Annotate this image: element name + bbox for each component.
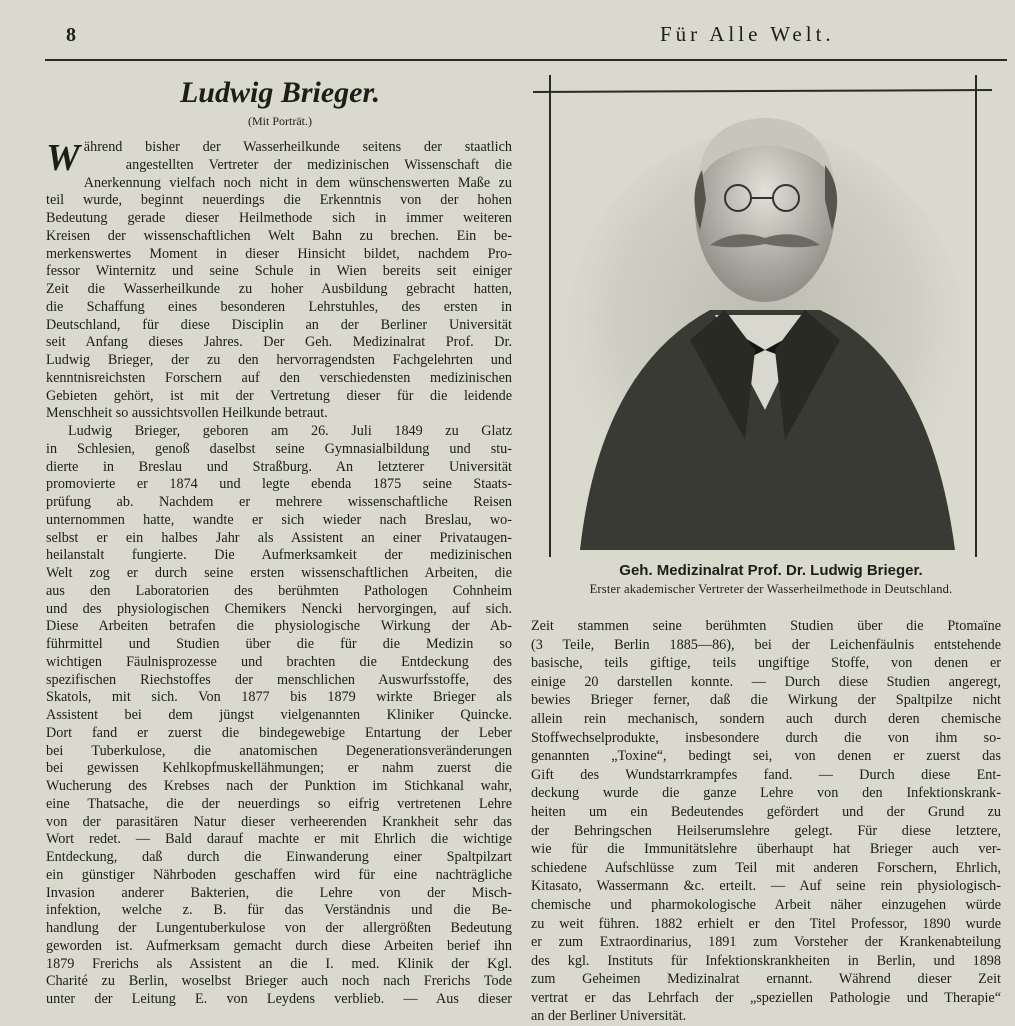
text-line: teil wurde, beginnt neuerdings die Erkenntnis von der hohen (46, 192, 512, 209)
text-line: und des physiologischen Chemikers Nencki hervorgingen, auf sich. (46, 600, 512, 617)
text-line: Charité zu Berlin, woselbst Brieger auch noch nach Frerichs Tode (46, 973, 512, 990)
text-line: Anerkennung vielfach noch nicht in dem wünschenswerten Maße zu (83, 174, 512, 191)
text-line: seit Anfang dieses Jahres. Der Geh. Medizinalrat Prof. Dr. (46, 334, 512, 351)
text-line: Gift des Wundstarrkrampfes fand. — Durch diese Ent- (531, 766, 1001, 783)
text-line: Entdeckung, daß durch die Einwanderung einer Spaltpilzart (46, 849, 512, 865)
text-line: des kgl. Instituts für Infektionskrankheiten in Berlin, und 1898 (531, 952, 1001, 969)
text-line: Wucherung des Krebses nach der Punktion im Stichkanal wahr, (46, 778, 512, 794)
text-line: kenntnisreichsten Forschern auf den verschiedensten medizinischen (46, 369, 512, 386)
text-line: an der Berliner Universität. (531, 1008, 687, 1025)
text-line: spezifischen Riechstoffes der menschlichen Auswurfsstoffe, des (46, 671, 512, 688)
text-line: wie für die Immunitätslehre überhaupt hat Brieger auch ver- (531, 841, 1001, 858)
text-line: selbst er ein halbes Jahr als Assistent an einer Privataugen- (46, 529, 512, 546)
text-line: heilanstalt fungierte. Die Aufmerksamkeit der medizinischen (46, 547, 512, 564)
text-line: (3 Teile, Berlin 1885—86), bei der Leichenfäulnis entstehende (531, 636, 1001, 653)
text-line: wichtigen Fäulnisprozesse und brachten die Entdeckung des (46, 653, 512, 670)
text-line: bewies Brieger ferner, daß die Wirkung der Spaltpilze nicht (531, 692, 1001, 709)
text-line: in Schlesien, genoß daselbst seine Gymnasialbildung und stu- (46, 440, 512, 457)
figure-frame-left (549, 75, 551, 557)
text-line: führmittel und Studien über die für die Medizin so (46, 636, 512, 652)
text-line: bei gewissen Kehlkopfmuskellähmungen; er nahm zuerst die (46, 760, 512, 777)
text-line: heiten um ein Bedeutendes gefördert und der Grund zu (531, 803, 1001, 820)
text-line: basische, teils giftige, teils ungiftige Stoffe, von denen er (531, 655, 1001, 672)
text-line: von der parasitären Natur dieser verheerenden Krankheit sehr das (46, 813, 512, 830)
text-line: schiedene Aufschlüsse zum Teil mit anderen Forschern, Ehrlich, (531, 859, 1001, 876)
text-line: Stoffwechselprodukte, insbesondere durch die von ihm so- (531, 729, 1001, 746)
figure-frame-top (533, 89, 992, 93)
text-line: Zeit die Wasserheilkunde zu hoher Ausbildung gebracht hatten, (46, 281, 512, 297)
text-line: aus den Laboratorien des berühmten Pathologen Cohnheim (46, 582, 512, 599)
drop-cap: W (46, 137, 80, 179)
header-rule (45, 59, 1007, 61)
text-line: handlung der Lungentuberkulose von der allergrößten Bedeutung (46, 920, 512, 936)
running-title: Für Alle Welt. (660, 22, 835, 46)
text-line: unter der Leitung E. von Leydens verblieb. — Aus dieser (46, 991, 512, 1007)
text-line: Welt zog er durch seine ersten wissenschaftlichen Arbeiten, die (46, 565, 512, 581)
text-line: unternommen hatte, wandte er sich wieder nach Breslau, wo- (46, 511, 512, 528)
text-line: Kitasato, Wassermann &c. erteilt. — Auf seine rein physiologisch- (531, 878, 1001, 895)
text-line: Ludwig Brieger, der zu den hervorragendsten Fachgelehrten und (46, 352, 512, 368)
text-line: der Behringschen Heilserumslehre gelegt. Für diese letztere, (531, 822, 1001, 839)
text-line: Menschheit so aussichtsvollen Heilkunde betraut. (46, 405, 328, 422)
text-line: Zeit stammen seine berühmten Studien über die Ptomaïne (531, 618, 1001, 634)
text-line: promovierte er 1874 und legte ebenda 1875 seine Staats- (46, 476, 512, 493)
text-line: vertrat er das Lehrfach der „speziellen Pathologie und Therapie“ (531, 989, 1001, 1006)
text-line: infektion, welche z. B. für das Verständnis und die Be- (46, 902, 512, 919)
figure-subcaption: Erster akademischer Vertreter der Wasserheilmethode in Deutschland. (589, 582, 953, 596)
article-title: Ludwig Brieger. (179, 76, 381, 109)
text-line: merkenswertes Moment in dieser Hinsicht bildet, nachdem Pro- (46, 245, 512, 262)
text-line: ährend bisher der Wasserheilkunde seitens der staatlich (83, 139, 512, 155)
text-line: 1879 Frerichs als Assistent an die I. med. Klinik der Kgl. (46, 955, 512, 972)
text-line: chemische und pharmokologische Arbeit näher einzugehen würde (531, 896, 1001, 913)
left-column-text (46, 139, 512, 1009)
figure-caption: Geh. Medizinalrat Prof. Dr. Ludwig Brieger. (619, 562, 923, 579)
text-line: zum Geheimen Medizinalrat ernannt. Während dieser Zeit (531, 971, 1001, 988)
page-number: 8 (66, 24, 76, 46)
text-line: Ludwig Brieger, geboren am 26. Juli 1849 zu Glatz (68, 423, 512, 439)
text-line: angestellten Vertreter der medizinischen Wissenschaft die (125, 156, 512, 173)
text-line: fessor Winternitz und seine Schule in Wien bereits seit einiger (46, 263, 512, 280)
text-line: prüfung ab. Nachdem er mehrere wissenschaftliche Reisen (46, 494, 512, 510)
article-subtitle: (Mit Porträt.) (248, 114, 312, 128)
text-line: Invasion anderer Bakterien, die Lehre von der Misch- (46, 884, 512, 901)
text-line: die Schaffung eines besonderen Lehrstuhles, des ersten in (46, 298, 512, 315)
text-line: eine Thatsache, die der neuerdings so eifrig vertretenen Lehre (46, 795, 512, 812)
figure-frame-right (975, 75, 977, 557)
portrait-engraving (560, 110, 970, 550)
text-line: ein günstiger Nährboden geschaffen wird für eine nachträgliche (46, 866, 512, 883)
right-column-text (531, 617, 1001, 1026)
text-line: er zum Extraordinarius, 1891 zum Vorsteher der Krankenabteilung (531, 934, 1001, 951)
text-line: Skatols, mit sich. Von 1877 bis 1879 wirkte Brieger als (46, 689, 512, 706)
text-line: Diese Arbeiten betrafen die physiologische Wirkung der Ab- (46, 618, 512, 635)
text-line: Gebieten gehört, ist mit der Vertretung dieser für die leidende (46, 387, 512, 404)
text-line: einige 20 darstellen konnte. — Durch diese Studien angeregt, (531, 673, 1001, 690)
text-line: Deutschland, für diese Disciplin an der Berliner Universität (46, 316, 512, 333)
text-line: deckung wurde die ganze Lehre von den Infektionskrank- (531, 785, 1001, 802)
text-line: Wort redet. — Bald darauf machte er mit Ehrlich die wichtige (46, 831, 512, 848)
text-line: Kreisen der wissenschaftlichen Welt Bahn zu brechen. Ein be- (46, 227, 512, 244)
text-line: Dort fand er zuerst die bindegewebige Entartung der Leber (46, 724, 512, 741)
text-line: genannten „Toxine“, bedingt sei, von denen er zuerst das (531, 748, 1001, 765)
text-line: geworden ist. Aufmerksam gemacht durch diese Arbeiten berief ihn (46, 937, 512, 954)
text-line: zu weit führen. 1882 erhielt er den Titel Professor, 1890 wurde (531, 915, 1001, 932)
text-line: Assistent bei dem jüngst vielgenannten Kliniker Quincke. (46, 707, 512, 723)
text-line: allein rein mechanisch, sondern auch durch deren chemische (531, 710, 1001, 727)
text-line: Bedeutung gerade dieser Heilmethode sich in immer weiteren (46, 210, 512, 226)
text-line: bei Tuberkulose, die anatomischen Degenerationsveränderungen (46, 742, 512, 759)
text-line: dierte in Breslau und Straßburg. An letzterer Universität (46, 458, 512, 475)
